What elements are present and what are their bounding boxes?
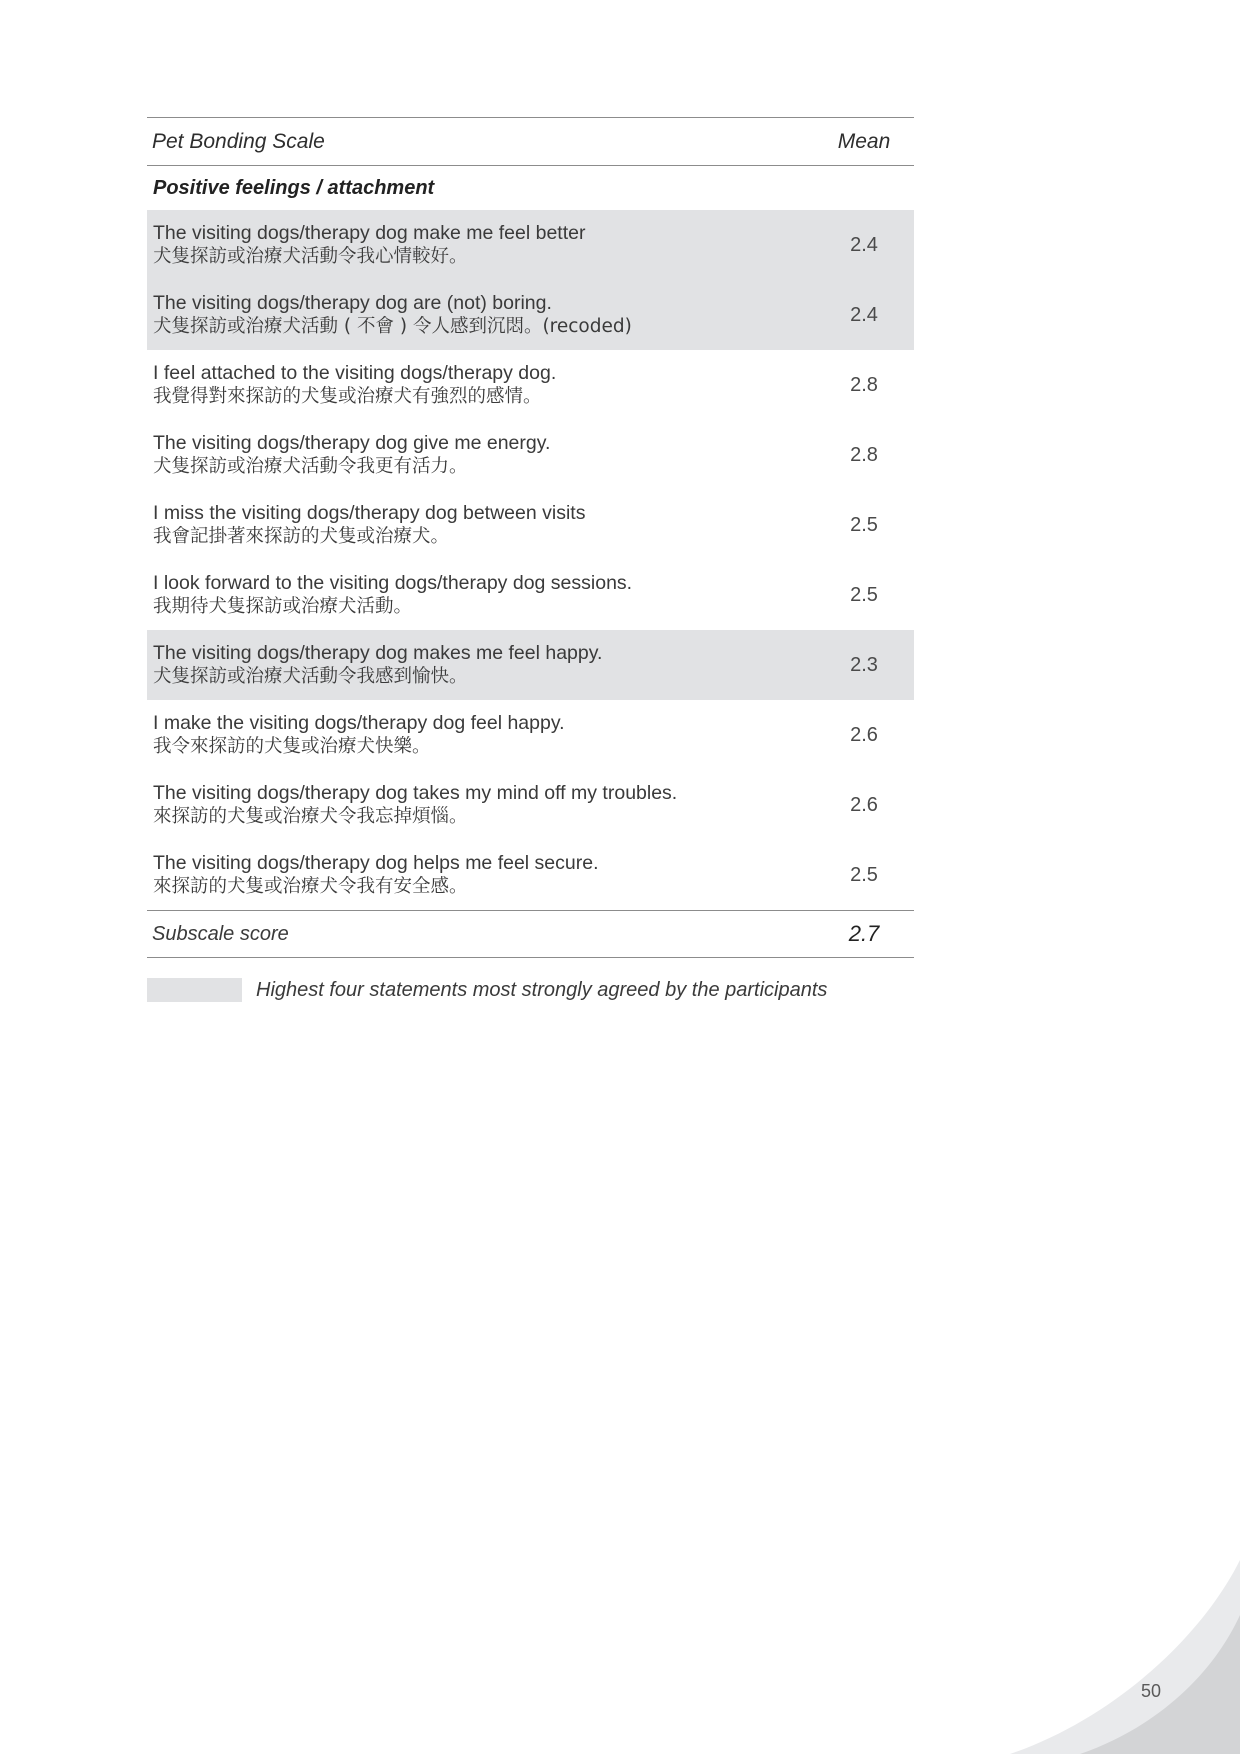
table-row (147, 840, 914, 910)
statement-english: I make the visiting dogs/therapy dog feel happy. (153, 712, 565, 734)
statement-chinese: 犬隻探訪或治療犬活動令我感到愉快。 (153, 666, 468, 687)
statement-mean: 2.8 (850, 373, 878, 396)
statement-mean: 2.3 (850, 653, 878, 676)
statement-mean: 2.5 (850, 863, 878, 886)
statement-english: The visiting dogs/therapy dog helps me feel secure. (153, 852, 599, 874)
table-row (147, 700, 914, 770)
statement-chinese: 我期待犬隻探訪或治療犬活動。 (153, 596, 413, 617)
table-header-row (147, 118, 914, 165)
statement-chinese: 我會記掛著來探訪的犬隻或治療犬。 (153, 526, 450, 547)
statement-text (147, 501, 585, 549)
statement-text (147, 431, 550, 479)
statement-mean: 2.6 (850, 793, 878, 816)
statement-chinese: 來探訪的犬隻或治療犬令我忘掉煩惱。 (153, 806, 468, 827)
subscale-score-row (147, 911, 914, 957)
table-row (147, 280, 914, 350)
statement-chinese: 犬隻探訪或治療犬活動令我心情較好。 (153, 246, 468, 267)
statement-text (147, 291, 632, 339)
statement-english: I feel attached to the visiting dogs/therapy dog. (153, 362, 557, 384)
legend (147, 978, 827, 1002)
table-row (147, 350, 914, 420)
statement-text (147, 641, 602, 689)
statement-text (147, 571, 632, 619)
statement-english: The visiting dogs/therapy dog takes my mind off my troubles. (153, 782, 678, 804)
subscale-score-value: 2.7 (848, 921, 880, 946)
statement-english: The visiting dogs/therapy dog makes me feel happy. (153, 642, 603, 664)
statement-chinese: 犬隻探訪或治療犬活動令我更有活力。 (153, 456, 468, 477)
page-number: 50 (1140, 1681, 1161, 1701)
statement-mean: 2.6 (850, 723, 878, 746)
table-row (147, 490, 914, 560)
pet-bonding-scale-table (147, 117, 914, 958)
table-body (147, 210, 914, 910)
statement-text (147, 361, 556, 409)
statement-mean: 2.4 (850, 303, 878, 326)
legend-text: Highest four statements most strongly agreed by the participants (256, 978, 828, 1001)
table-row (147, 770, 914, 840)
section-title: Positive feelings / attachment (153, 176, 435, 199)
statement-text (147, 851, 599, 899)
statement-chinese: 犬隻探訪或治療犬活動 ( 不會 ) 令人感到沉悶。(recoded) (153, 316, 632, 337)
statement-english: I look forward to the visiting dogs/therapy dog sessions. (153, 572, 633, 594)
statement-english: The visiting dogs/therapy dog are (not) boring. (153, 292, 552, 314)
statement-english: The visiting dogs/therapy dog make me feel better (153, 222, 586, 244)
statement-text (147, 221, 586, 269)
statement-text (147, 781, 677, 829)
header-scale-label: Pet Bonding Scale (152, 129, 325, 153)
statement-mean: 2.8 (850, 443, 878, 466)
statement-chinese: 我覺得對來探訪的犬隻或治療犬有強烈的感情。 (153, 386, 542, 407)
statement-chinese: 來探訪的犬隻或治療犬令我有安全感。 (153, 876, 468, 897)
legend-highlight-swatch (147, 978, 242, 1002)
statement-mean: 2.5 (850, 513, 878, 536)
statement-english: I miss the visiting dogs/therapy dog between visits (153, 502, 586, 524)
statement-chinese: 我令來探訪的犬隻或治療犬快樂。 (153, 736, 431, 757)
table-row (147, 210, 914, 280)
statement-english: The visiting dogs/therapy dog give me energy. (153, 432, 551, 454)
table-row (147, 630, 914, 700)
table-bottom-rule (147, 957, 914, 958)
table-row (147, 560, 914, 630)
table-row (147, 420, 914, 490)
statement-mean: 2.5 (850, 583, 878, 606)
statement-mean: 2.4 (850, 233, 878, 256)
subscale-score-label: Subscale score (152, 922, 289, 945)
statement-text (147, 711, 565, 759)
header-mean-label: Mean (837, 129, 891, 153)
